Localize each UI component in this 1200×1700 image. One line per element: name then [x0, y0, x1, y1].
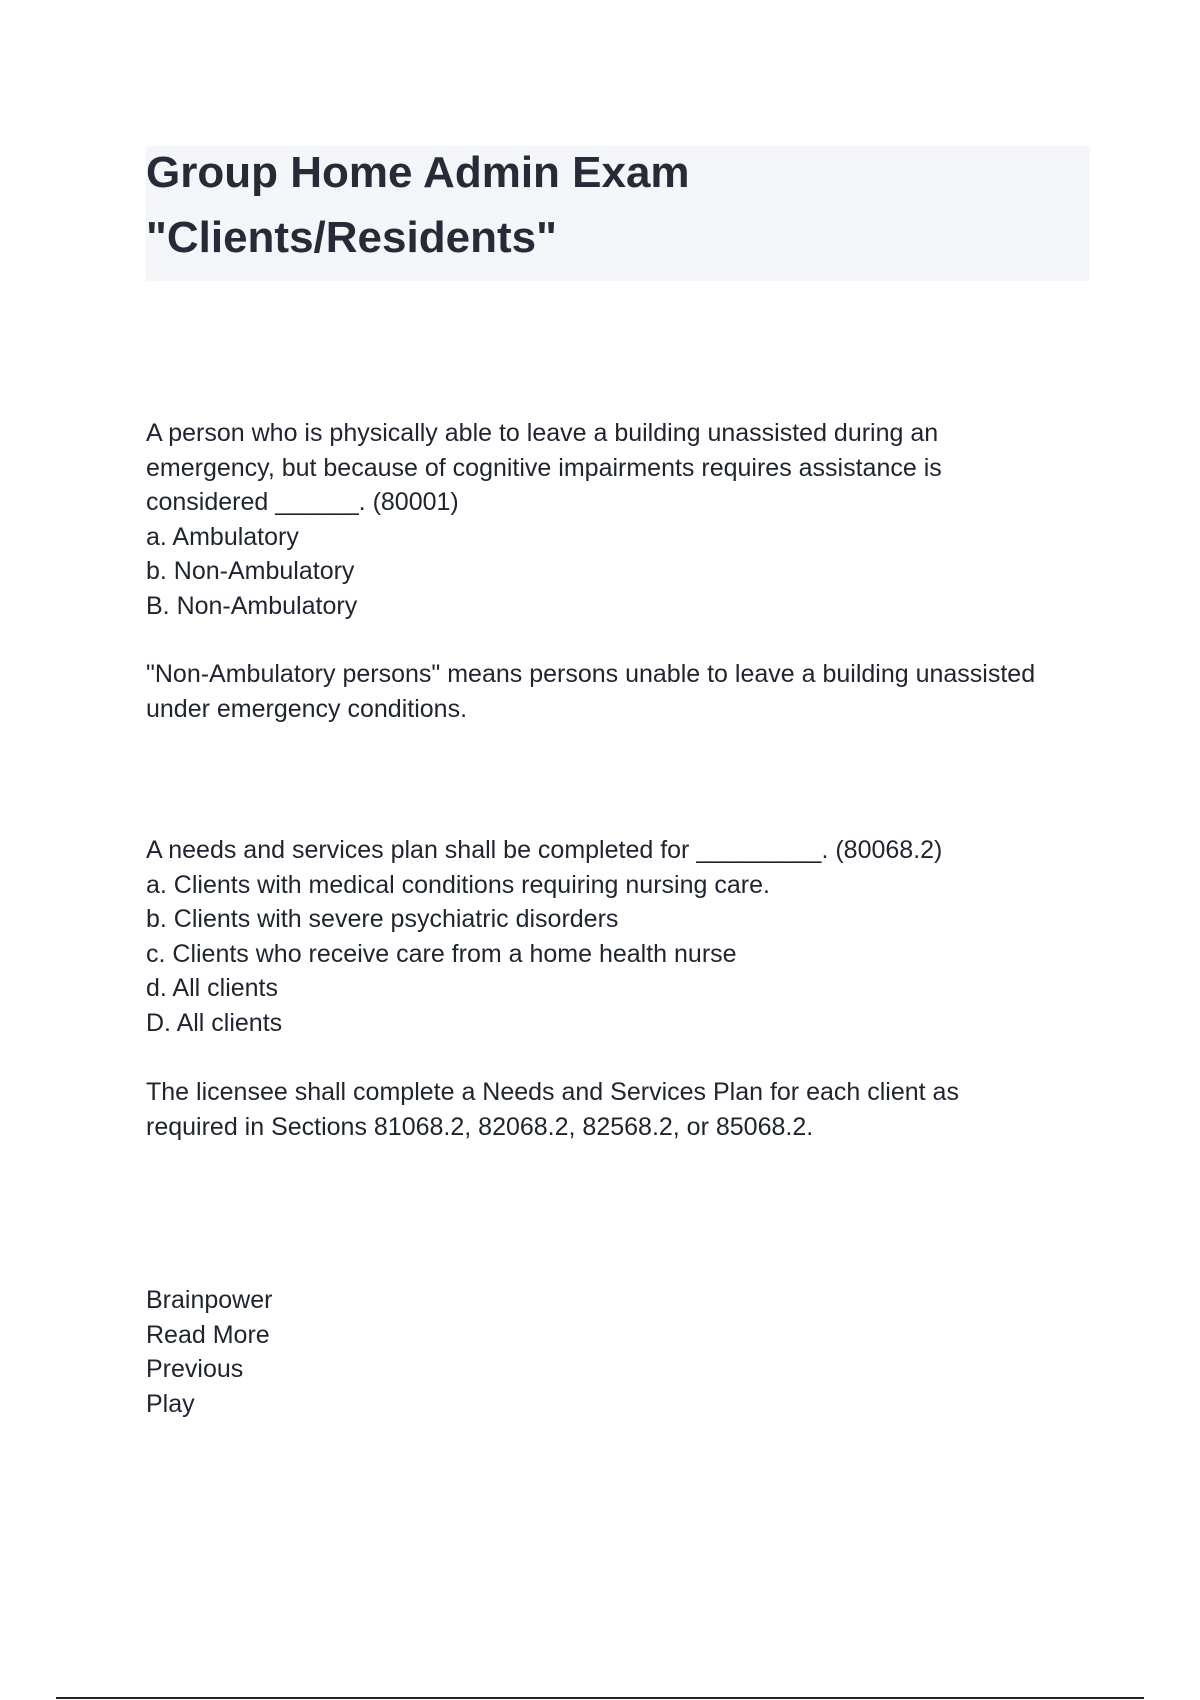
question-1-explanation — [146, 657, 1106, 726]
explanation-line: "Non-Ambulatory persons" means persons unable to leave a building unassisted — [146, 660, 1036, 688]
question-1-option-b: b. Non-Ambulatory — [146, 557, 355, 585]
question-2-explanation — [146, 1075, 1106, 1144]
question-1-answer: B. Non-Ambulatory — [146, 591, 358, 620]
question-1 — [146, 416, 1106, 623]
question-1-text-line: emergency, but because of cognitive impairments requires assistance is — [146, 453, 942, 482]
read-more-link[interactable]: Read More — [146, 1320, 270, 1349]
question-1-option-a: a. Ambulatory — [146, 522, 299, 551]
previous-link[interactable]: Previous — [146, 1355, 244, 1383]
page-title-line-2: "Clients/Residents" — [146, 213, 557, 262]
explanation-line: required in Sections 81068.2, 82068.2, 82568.2, or 85068.2. — [146, 1112, 814, 1141]
page-title-box — [146, 146, 1090, 281]
question-2-option-d: d. All clients — [146, 974, 279, 1002]
question-2-answer: D. All clients — [146, 1008, 283, 1037]
explanation-line: under emergency conditions. — [146, 694, 468, 723]
question-2-option-c: c. Clients who receive care from a home health nurse — [146, 939, 737, 968]
page-title-line-1: Group Home Admin Exam — [146, 148, 690, 197]
question-2-option-b: b. Clients with severe psychiatric disorders — [146, 905, 619, 933]
brainpower-link[interactable]: Brainpower — [146, 1286, 273, 1314]
question-1-text-line: A person who is physically able to leave a building unassisted during an — [146, 419, 939, 447]
question-2-option-a: a. Clients with medical conditions requiring nursing care. — [146, 870, 770, 899]
question-1-text-line: considered ______. (80001) — [146, 488, 459, 516]
play-link[interactable]: Play — [146, 1389, 195, 1418]
explanation-line: The licensee shall complete a Needs and Services Plan for each client as — [146, 1078, 959, 1106]
footer-divider — [56, 1697, 1144, 1699]
question-2-text-line: A needs and services plan shall be completed for _________. (80068.2) — [146, 836, 943, 864]
question-2 — [146, 833, 1106, 1040]
footer-links — [146, 1283, 1106, 1421]
